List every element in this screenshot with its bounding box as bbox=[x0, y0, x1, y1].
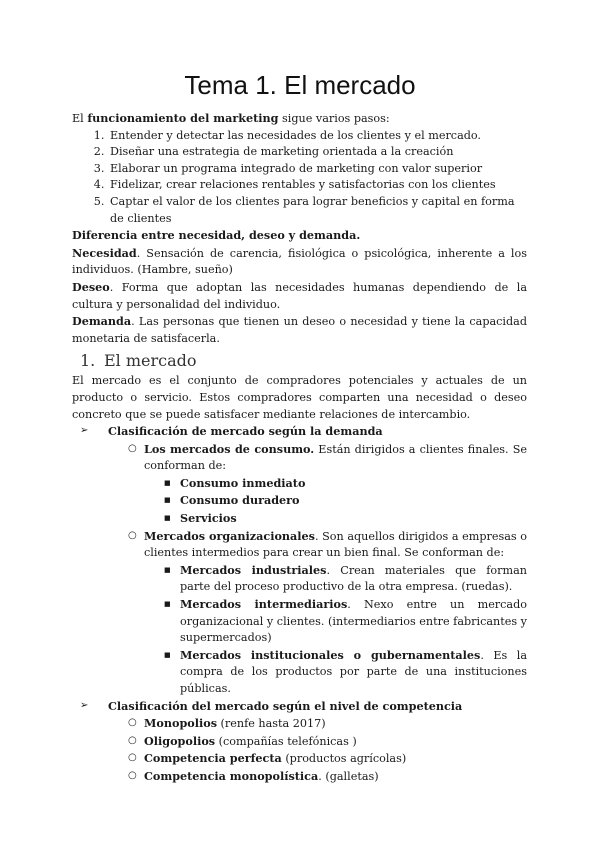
item-bold: Monopolios bbox=[144, 716, 217, 731]
section-number: 1. bbox=[80, 351, 96, 371]
circle-bullet-icon: ○ bbox=[128, 734, 137, 746]
step-item: 5. Captar el valor de los clientes para lograr beneficios y capital en forma de clientes bbox=[108, 194, 527, 227]
def-text: . Las personas que tienen un deseo o necesidad y tiene la capacidad monetaria de satisfacerla. bbox=[72, 315, 527, 345]
document-body bbox=[72, 110, 527, 786]
step-item: 1. Entender y detectar las necesidades de los clientes y el mercado. bbox=[108, 128, 527, 145]
item-text: (productos agrícolas) bbox=[281, 752, 407, 766]
step-item: 4. Fidelizar, crear relaciones rentables y satisfactorias con los clientes bbox=[108, 177, 527, 194]
square-bullet-icon: ■ bbox=[164, 478, 171, 487]
square-bullet-icon: ■ bbox=[164, 496, 171, 505]
item-text: . (galletas) bbox=[318, 769, 379, 783]
item-bold: Mercados institucionales o gubernamentales bbox=[180, 647, 481, 662]
list-item bbox=[72, 768, 527, 786]
section-title: El mercado bbox=[104, 351, 197, 371]
steps-list bbox=[72, 128, 527, 228]
subheading: Clasificación de mercado según la demanda bbox=[108, 424, 383, 439]
subheading: Clasificación del mercado según el nivel de competencia bbox=[108, 698, 463, 713]
item-text: (renfe hasta 2017) bbox=[217, 717, 326, 731]
diff-heading bbox=[72, 227, 527, 245]
item-text: . Son aquellos dirigidos a empresas o clientes intermedios para crear un bien final. Se conforman de: bbox=[144, 529, 527, 560]
list-item bbox=[72, 423, 527, 441]
list-item bbox=[72, 647, 527, 698]
item-bold: Mercados organizacionales bbox=[144, 528, 315, 543]
step-item: 3. Elaborar un programa integrado de marketing con valor superior bbox=[108, 161, 527, 178]
item-text: . Crean materiales que forman parte del proceso productivo de la otra empresa. (ruedas). bbox=[180, 563, 527, 594]
list-item bbox=[72, 528, 527, 562]
list-item bbox=[72, 698, 527, 716]
list-item bbox=[72, 475, 527, 493]
list-item bbox=[72, 596, 527, 647]
intro-pre: El bbox=[72, 112, 88, 125]
item-bold: Competencia monopolística bbox=[144, 768, 319, 783]
list-item bbox=[72, 492, 527, 510]
item-bold: Consumo duradero bbox=[180, 493, 300, 508]
list-item bbox=[72, 750, 527, 768]
section-heading bbox=[72, 349, 527, 373]
list-item bbox=[72, 510, 527, 528]
item-text: . Es la compra de los productos por parte de una instituciones públicas. bbox=[180, 648, 527, 695]
circle-bullet-icon: ○ bbox=[128, 769, 137, 781]
step-item: 2. Diseñar una estrategia de marketing orientada a la creación bbox=[108, 144, 527, 161]
def-deseo bbox=[72, 279, 527, 313]
def-necesidad bbox=[72, 245, 527, 279]
list-item bbox=[72, 733, 527, 751]
square-bullet-icon: ■ bbox=[164, 650, 171, 659]
arrow-bullet-icon: ➢ bbox=[80, 425, 89, 437]
item-text: . Nexo entre un mercado organizacional y clientes. (intermediarios entre fabricantes y supermercados) bbox=[180, 598, 527, 645]
def-term: Demanda bbox=[72, 314, 132, 329]
arrow-bullet-icon: ➢ bbox=[80, 699, 89, 711]
circle-bullet-icon: ○ bbox=[128, 717, 137, 729]
def-term: Necesidad bbox=[72, 245, 137, 260]
item-bold: Servicios bbox=[180, 511, 237, 526]
item-text: Están dirigidos a clientes finales. Se conforman de: bbox=[144, 442, 527, 473]
list-item bbox=[72, 441, 527, 475]
item-bold: Consumo inmediato bbox=[180, 475, 306, 490]
circle-bullet-icon: ○ bbox=[128, 752, 137, 764]
item-bold: Los mercados de consumo. bbox=[144, 441, 315, 456]
square-bullet-icon: ■ bbox=[164, 514, 171, 523]
square-bullet-icon: ■ bbox=[164, 600, 171, 609]
intro-post: sigue varios pasos: bbox=[278, 112, 390, 125]
item-bold: Oligopolios bbox=[144, 733, 216, 748]
item-bold: Competencia perfecta bbox=[144, 751, 282, 766]
intro-bold: funcionamiento del marketing bbox=[87, 111, 279, 125]
page-title: Tema 1. El mercado bbox=[184, 70, 416, 100]
square-bullet-icon: ■ bbox=[164, 565, 171, 574]
item-bold: Mercados industriales bbox=[180, 562, 327, 577]
circle-bullet-icon: ○ bbox=[128, 442, 137, 454]
section-paragraph: El mercado es el conjunto de compradores potenciales y actuales de un producto o servicio. Estos compradores comparten una necesidad o deseo concreto que se puede satisfacer mediante relaciones de intercambio. bbox=[72, 374, 527, 421]
def-term: Deseo bbox=[72, 279, 110, 294]
def-text: . Forma que adoptan las necesidades humanas dependiendo de la cultura y personalidad del individuo. bbox=[72, 280, 527, 311]
intro-paragraph bbox=[72, 110, 527, 128]
item-bold: Mercados intermediarios bbox=[180, 597, 348, 612]
def-demanda bbox=[72, 313, 527, 347]
list-item bbox=[72, 715, 527, 733]
list-item bbox=[72, 562, 527, 596]
diff-heading-text: Diferencia entre necesidad, deseo y demanda. bbox=[72, 228, 361, 243]
item-text: (compañías telefónicas ) bbox=[215, 734, 357, 748]
def-text: . Sensación de carencia, fisiológica o psicológica, inherente a los individuos. (Hambre, sueño) bbox=[72, 246, 527, 277]
circle-bullet-icon: ○ bbox=[128, 529, 137, 541]
